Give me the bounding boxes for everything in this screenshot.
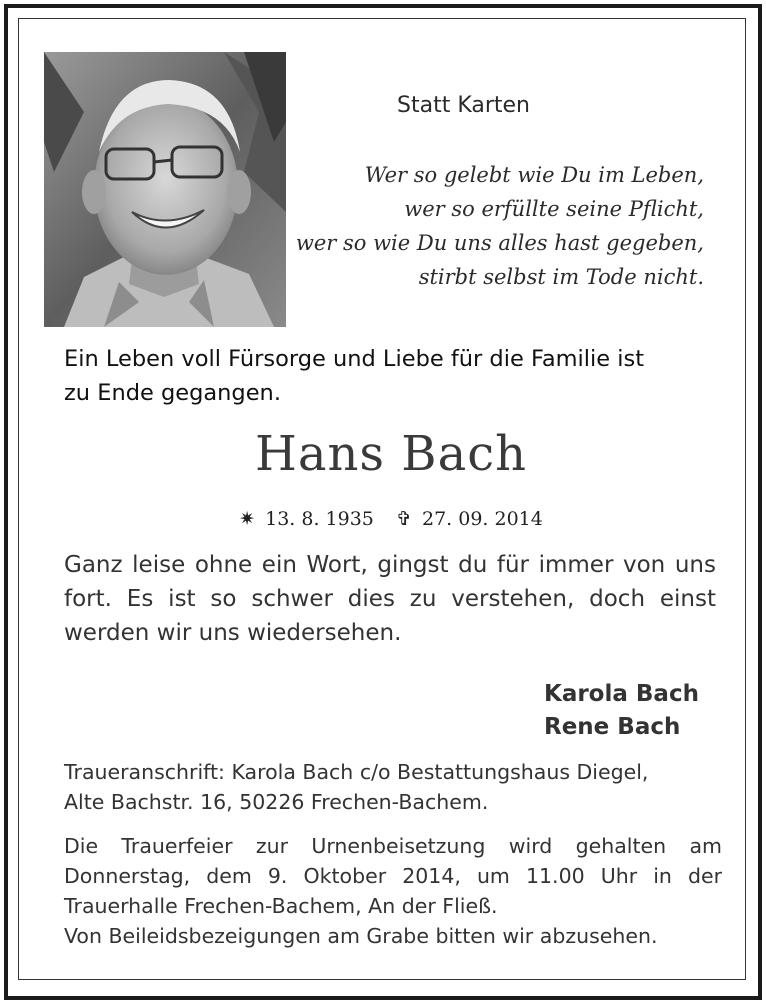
- intro-line: Ein Leben voll Fürsorge und Liebe für die Familie ist: [64, 346, 645, 372]
- death-cross-icon: ✞: [396, 508, 412, 530]
- poem-line: wer so wie Du uns alles hast gegeben,: [295, 231, 704, 255]
- portrait-photo: [44, 52, 286, 327]
- ceremony-line: Die Trauerfeier zur Urnenbeisetzung wird gehalten am: [64, 834, 722, 858]
- birth-star-icon: ✷: [239, 508, 256, 530]
- poem-line: stirbt selbst im Tode nicht.: [418, 265, 704, 289]
- ceremony-line: Donnerstag, dem 9. Oktober 2014, um 11.00 Uhr in der: [64, 864, 722, 888]
- memorial-poem: [284, 158, 704, 294]
- deceased-name: Hans Bach: [255, 426, 527, 482]
- signer-name: Rene Bach: [544, 714, 681, 740]
- birth-date: 13. 8. 1935: [265, 508, 374, 530]
- ceremony-line: Von Beileidsbezeigungen am Grabe bitten wir abzusehen.: [64, 924, 658, 948]
- poem-line: Wer so gelebt wie Du im Leben,: [364, 163, 704, 187]
- signer-name: Karola Bach: [544, 681, 699, 707]
- address-line: Traueranschrift: Karola Bach c/o Bestattungshaus Diegel,: [64, 760, 649, 784]
- death-date: 27. 09. 2014: [421, 508, 543, 530]
- signers-block: [414, 678, 714, 744]
- mourning-address: [64, 757, 724, 817]
- statt-karten-label: Statt Karten: [397, 93, 530, 118]
- intro-line: zu Ende gegangen.: [64, 380, 281, 406]
- life-dates: [0, 508, 766, 530]
- intro-text: [64, 342, 724, 410]
- poem-line: wer so erfüllte seine Pflicht,: [404, 197, 704, 221]
- ceremony-line: Trauerhalle Frechen-Bachem, An der Fließ.: [64, 894, 498, 918]
- farewell-verse: Ganz leise ohne ein Wort, gingst du für immer von uns fort. Es ist so schwer dies zu verstehen, doch einst werden wir uns wiedersehen.: [64, 552, 716, 646]
- ceremony-notice: [64, 831, 722, 951]
- address-line: Alte Bachstr. 16, 50226 Frechen-Bachem.: [64, 790, 489, 814]
- portrait-illustration: [44, 52, 286, 327]
